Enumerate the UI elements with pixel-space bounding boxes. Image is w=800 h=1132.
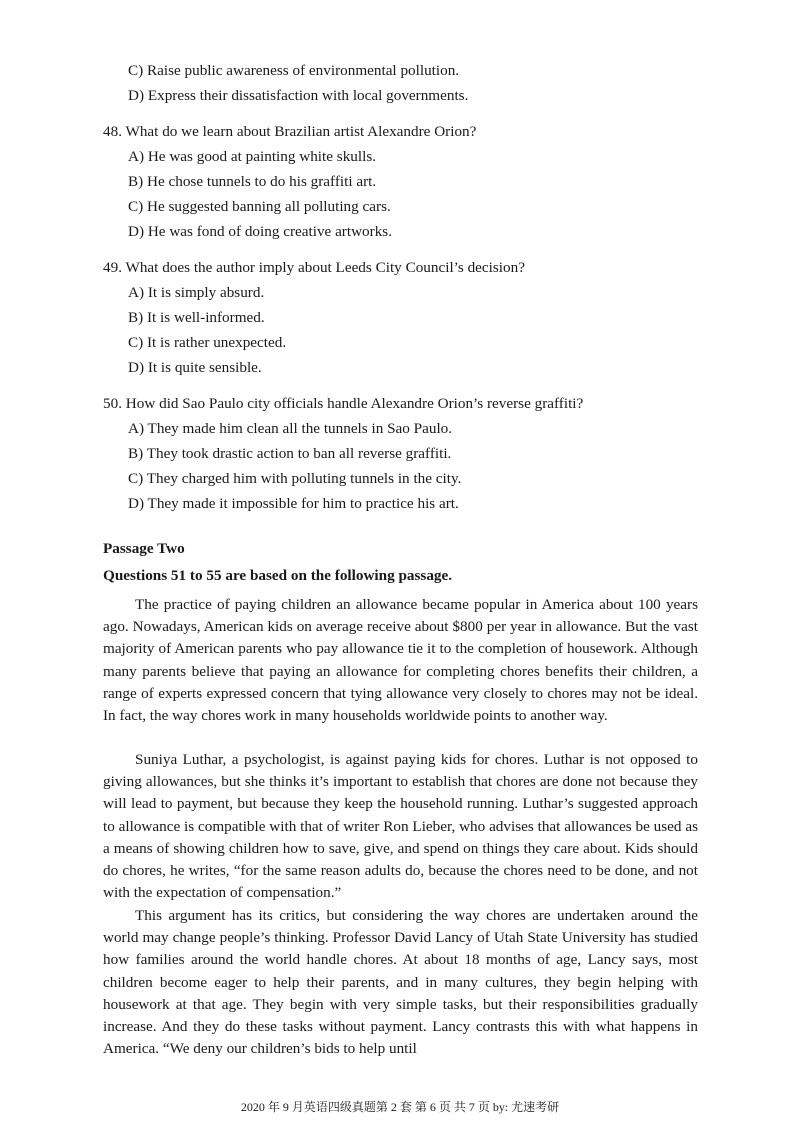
- passage-title: Passage Two: [103, 540, 185, 557]
- option-48-d[interactable]: D) He was fond of doing creative artworks.: [128, 223, 393, 240]
- option-49-a[interactable]: A) It is simply absurd.: [128, 284, 265, 301]
- option-50-c[interactable]: C) They charged him with polluting tunnels in the city.: [128, 470, 462, 487]
- option-49-c[interactable]: C) It is rather unexpected.: [128, 334, 287, 351]
- passage-instruction: Questions 51 to 55 are based on the following passage.: [103, 567, 453, 584]
- option-49-d[interactable]: D) It is quite sensible.: [128, 359, 262, 376]
- question-48-stem: 48. What do we learn about Brazilian artist Alexandre Orion?: [103, 123, 477, 140]
- option-47-c[interactable]: C) Raise public awareness of environmental pollution.: [128, 62, 460, 79]
- option-48-b[interactable]: B) He chose tunnels to do his graffiti art.: [128, 173, 377, 190]
- passage-paragraph-2: [103, 749, 698, 904]
- page-footer: 2020 年 9 月英语四级真题第 2 套 第 6 页 共 7 页 by: 尤速考研: [240, 1100, 560, 1114]
- option-49-b[interactable]: B) It is well-informed.: [128, 309, 265, 326]
- option-48-c[interactable]: C) He suggested banning all polluting cars.: [128, 198, 391, 215]
- paragraph-3-text: This argument has its critics, but considering the way chores are undertaken around the world may change people’s thinking. Professor David Lancy of Utah State University has studied how families around the world handle chores. At about 18 months of age, Lancy says, most children become eager to help their parents, and in many cultures, they begin helping with housework at that age. They begin with very simple tasks, but their responsibilities gradually increase. And they do these tasks without payment. Lancy contrasts this with what happens in America. “We deny our children’s bids to help until: [103, 907, 698, 1058]
- paragraph-2-text: Suniya Luthar, a psychologist, is against paying kids for chores. Luthar is not opposed to giving allowances, but she thinks it’s important to establish that chores are done not because they will lead to payment, but because they keep the household running. Luthar’s suggested approach to allowance is compatible with that of writer Ron Lieber, who advises that allowances be used as a means of showing children how to save, give, and spend on things they care about. Kids should do chores, he writes, “for the same reason adults do, because the chores need to be done, and not with the expectation of compensation.”: [103, 751, 698, 902]
- question-50-stem: 50. How did Sao Paulo city officials handle Alexandre Orion’s reverse graffiti?: [103, 395, 584, 412]
- passage-paragraph-1: [103, 594, 698, 727]
- paragraph-1-text: The practice of paying children an allowance became popular in America about 100 years ago. Nowadays, American kids on average receive about $800 per year in allowance. But the vast majority of American parents who pay allowance tie it to the completion of housework. Although many parents believe that paying an allowance for completing chores benefits their children, a range of experts expressed concern that tying allowance very closely to chores may not be ideal. In fact, the way chores work in many households worldwide points to another way.: [103, 596, 698, 725]
- option-50-b[interactable]: B) They took drastic action to ban all reverse graffiti.: [128, 445, 452, 462]
- option-50-d[interactable]: D) They made it impossible for him to practice his art.: [128, 495, 459, 512]
- option-48-a[interactable]: A) He was good at painting white skulls.: [128, 148, 377, 165]
- question-49-stem: 49. What does the author imply about Leeds City Council’s decision?: [103, 259, 525, 276]
- option-47-d[interactable]: D) Express their dissatisfaction with local governments.: [128, 87, 469, 104]
- option-50-a[interactable]: A) They made him clean all the tunnels in Sao Paulo.: [128, 420, 453, 437]
- passage-paragraph-3: [103, 905, 698, 1060]
